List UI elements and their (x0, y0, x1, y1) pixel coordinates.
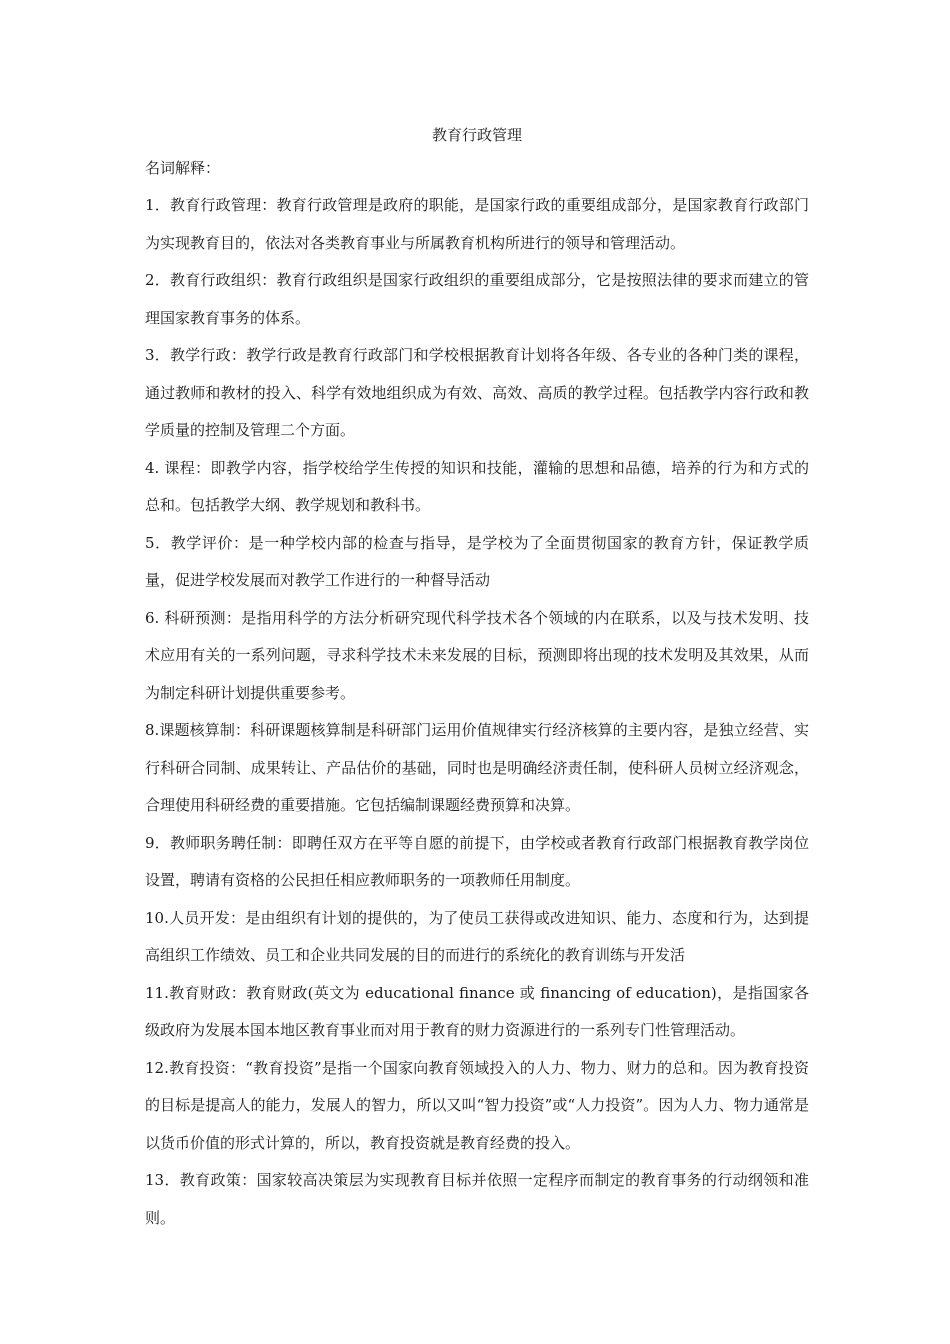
definition-paragraph: 6. 科研预测：是指用科学的方法分析研究现代科学技术各个领域的内在联系，以及与技术发明、技术应用有关的一系列问题，寻求科学技术未来发展的目标，预测即将出现的技术发明及其效果，从而为制定科研计划提供重要参考。 (145, 608, 809, 702)
definition-paragraph: 11.教育财政：教育财政(英文为 educational finance 或 financing of education)，是指国家各级政府为发展本国本地区教育事业而对用于教育的财力资源进行的一系列专门性管理活动。 (145, 983, 809, 1039)
definition-paragraph: 2．教育行政组织：教育行政组织是国家行政组织的重要组成部分，它是按照法律的要求而建立的管理国家教育事务的体系。 (145, 271, 809, 327)
definition-paragraph: 3．教学行政：教学行政是教育行政部门和学校根据教育计划将各年级、各专业的各种门类的课程，通过教师和教材的投入、科学有效地组织成为有效、高效、高质的教学过程。包括教学内容行政和教学质量的控制及管理二个方面。 (145, 346, 809, 439)
definition-paragraph: 12.教育投资：“教育投资”是指一个国家向教育领域投入的人力、物力、财力的总和。因为教育投资的目标是提高人的能力，发展人的智力，所以又叫“智力投资”或“人力投资”。因为人力、物力通常是以货币价值的形式计算的，所以，教育投资就是教育经费的投入。 (145, 1058, 809, 1152)
definition-paragraph: 8.课题核算制：科研课题核算制是科研部门运用价值规律实行经济核算的主要内容，是独立经营、实行科研合同制、成果转让、产品估价的基础，同时也是明确经济责任制，使科研人员树立经济观念，合理使用科研经费的重要措施。它包括编制课题经费预算和决算。 (145, 721, 809, 814)
document-page (145, 120, 809, 1237)
definition-paragraph: 5．教学评价：是一种学校内部的检查与指导，是学校为了全面贯彻国家的教育方针，保证教学质量，促进学校发展而对教学工作进行的一种督导活动 (145, 533, 809, 589)
definition-paragraph: 10.人员开发：是由组织有计划的提供的，为了使员工获得或改进知识、能力、态度和行为，达到提高组织工作绩效、员工和企业共同发展的目的而进行的系统化的教育训练与开发活 (145, 908, 809, 964)
definition-paragraph: 4. 课程：即教学内容，指学校给学生传授的知识和技能，灌输的思想和品德，培养的行为和方式的总和。包括教学大纲、教学规划和教科书。 (145, 458, 809, 514)
document-title: 教育行政管理 (431, 126, 522, 144)
definition-paragraph: 9．教师职务聘任制：即聘任双方在平等自愿的前提下，由学校或者教育行政部门根据教育教学岗位设置，聘请有资格的公民担任相应教师职务的一项教师任用制度。 (145, 833, 809, 889)
definition-paragraph: 13．教育政策：国家较高决策层为实现教育目标并依照一定程序而制定的教育事务的行动纲领和准则。 (145, 1171, 809, 1227)
definition-paragraph: 1．教育行政管理：教育行政管理是政府的职能，是国家行政的重要组成部分，是国家教育行政部门为实现教育目的，依法对各类教育事业与所属教育机构所进行的领导和管理活动。 (145, 196, 809, 252)
section-heading: 名词解释： (145, 159, 221, 177)
